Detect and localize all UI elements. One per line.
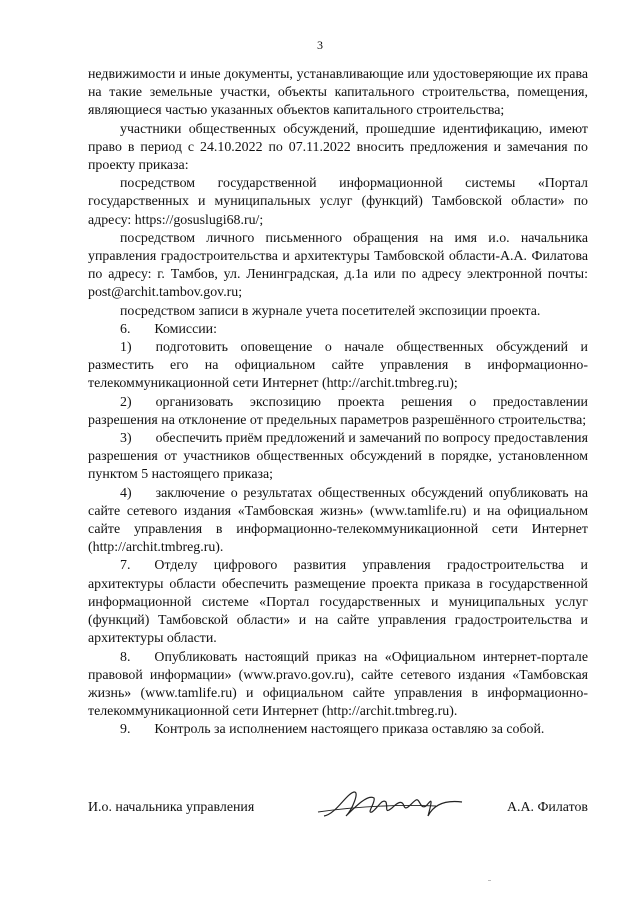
paragraph: посредством государственной информационной системы «Портал государственных и муниципальных услуг (функций) Тамбовской области» по адресу: https://gosuslugi68.ru/; [88,176,588,228]
item-text: Отделу цифрового развития управления градостроительства и архитектуры области обеспечить размещение проекта приказа в государственной информационной системе «Портал государственных и муниципальных услуг (функций) Тамбовской области» и на сайте управления градостроительства и архитектуры области. [88,558,588,647]
sub-item-4 [88,485,588,558]
sub-item-text: обеспечить приём предложений и замечаний по вопросу предоставления разрешения от участников общественных обсуждений в порядке, установленном пунктом 5 настоящего приказа; [88,431,588,483]
page-number: 3 [317,38,323,52]
sub-item-2 [88,394,588,430]
paragraph: посредством записи в журнале учета посетителей экспозиции проекта. [120,303,541,319]
item-text: Контроль за исполнением настоящего приказа оставляю за собой. [154,722,545,738]
item-number: 6. [120,321,131,337]
document-body [88,66,588,740]
signature-block [88,792,588,832]
item-7 [88,557,588,648]
signatory-name: А.А. Филатов [506,800,588,815]
sub-item-number: 4) [120,485,132,501]
item-text: Комиссии: [154,321,217,337]
sub-item-number: 1) [120,340,132,356]
sub-item-text: заключение о результатах общественных обсуждений опубликовать на сайте сетевого издания «Тамбовская жизнь» (www.tamlife.ru) и на официальном сайте управления в информационно-телекоммуникационной сети Интернет (http://archit.tmbreg.ru). [88,485,588,556]
handwritten-signature [316,786,466,826]
sub-item-3 [88,430,588,485]
item-8 [88,649,588,722]
item-number: 8. [120,649,131,665]
sub-item-number: 3) [120,431,132,447]
paragraph: посредством личного письменного обращения на имя и.о. начальника управления градостроительства и архитектуры Тамбовской области-А.А. Филатова по адресу: г. Тамбов, ул. Ленинградская, д.1а или по адресу электронной почты: post@archit.tambov.gov.ru; [88,230,588,301]
paragraph: недвижимости и иные документы, устанавливающие или удостоверяющие их права на такие земельные участки, объекты капитального строительства, помещения, являющиеся частью указанных объектов капитального строительства; [88,67,588,119]
item-number: 9. [120,722,131,738]
paragraph: участники общественных обсуждений, прошедшие идентификацию, имеют право в период с 24.10.2022 по 07.11.2022 вносить предложения и замечания по проекту приказа: [88,121,588,174]
item-6 [88,321,588,339]
sub-item-1 [88,339,588,394]
sub-item-number: 2) [120,394,132,410]
sub-item-text: подготовить оповещение о начале общественных обсуждений и разместить его на официальном сайте управления в информационно-телекоммуникационной сети Интернет (http://archit.tmbreg.ru); [88,340,588,392]
sub-item-text: организовать экспозицию проекта решения о предоставлении разрешения на отклонение от предельных параметров разрешённого строительства; [88,394,588,428]
signatory-role: И.о. начальника управления [88,800,255,815]
item-text: Опубликовать настоящий приказ на «Официальном интернет-портале правовой информации» (www.pravo.gov.ru), сайте сетевого издания «Тамбовская жизнь» (www.tamlife.ru) и официальном сайте управления в информационно-телекоммуникационной сети Интернет (http://archit.tmbreg.ru). [88,649,588,720]
scan-speck [488,880,491,881]
item-9 [88,721,588,739]
item-number: 7. [120,558,131,574]
